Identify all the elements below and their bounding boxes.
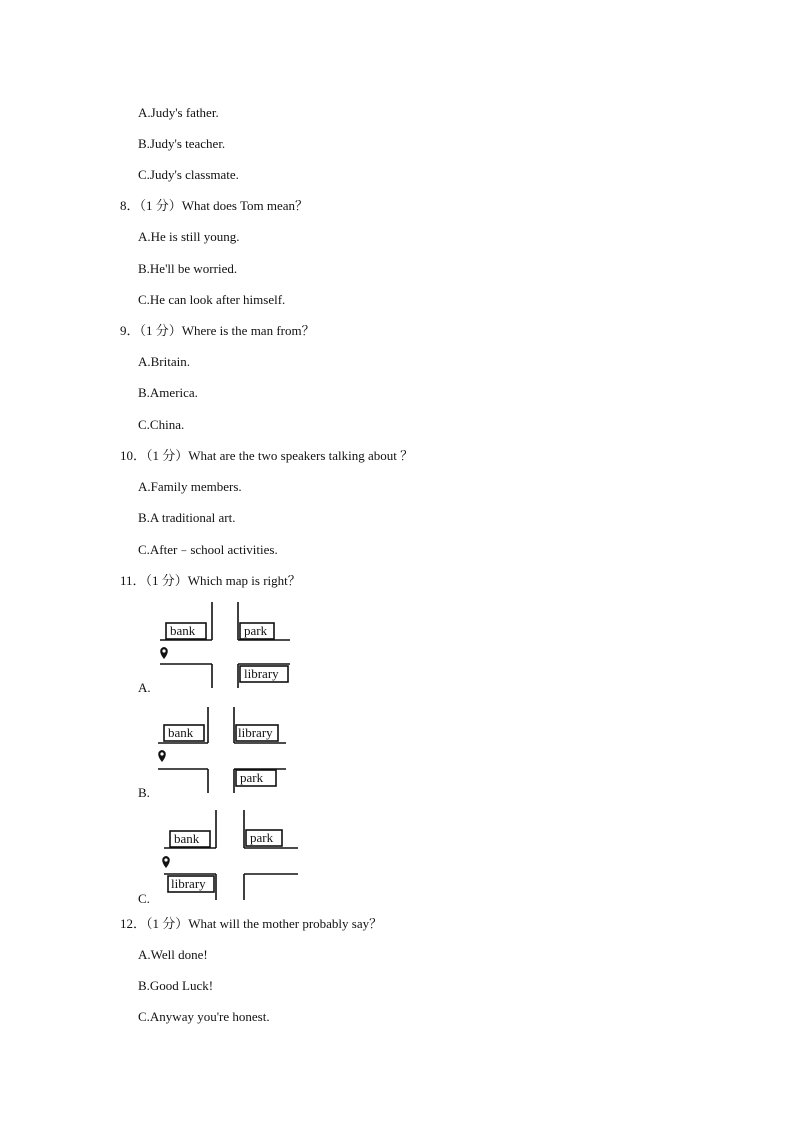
location-pin-icon bbox=[160, 647, 168, 659]
q8-option-a: A.He is still young. bbox=[138, 229, 240, 244]
map-c-drawing bbox=[156, 806, 306, 902]
q8-option-c: C.He can look after himself. bbox=[138, 292, 286, 307]
map-a-bottom-right-label: library bbox=[244, 666, 279, 681]
q10-stem: 10．（1 分）What are the two speakers talking about ？ bbox=[120, 448, 414, 463]
location-pin-icon bbox=[162, 856, 170, 868]
q12-option-b: B.Good Luck! bbox=[138, 978, 214, 993]
q7-option-b: B.Judy's teacher. bbox=[138, 136, 226, 151]
q12-option-a: A.Well done! bbox=[138, 947, 208, 962]
q9-stem: 9．（1 分）Where is the man from？ bbox=[120, 323, 315, 338]
q10-option-a: A.Family members. bbox=[138, 479, 242, 494]
q10-option-b: B.A traditional art. bbox=[138, 510, 236, 525]
map-c-bottom-left-label: library bbox=[171, 876, 206, 891]
q11-option-a-letter: A. bbox=[138, 680, 151, 695]
q9-option-c: C.China. bbox=[138, 417, 185, 432]
map-b-top-right-label: library bbox=[238, 725, 273, 740]
map-b-top-left-label: bank bbox=[168, 725, 194, 740]
q10-option-c: C.After﹣school activities. bbox=[138, 542, 278, 557]
q9-option-a: A.Britain. bbox=[138, 354, 190, 369]
location-pin-icon bbox=[158, 750, 166, 762]
q11-option-b-letter: B. bbox=[138, 785, 150, 800]
q9-option-b: B.America. bbox=[138, 385, 198, 400]
q7-option-a: A.Judy's father. bbox=[138, 105, 219, 120]
q11-map-b bbox=[156, 703, 296, 797]
q11-map-c bbox=[156, 806, 306, 902]
map-a-top-left-label: bank bbox=[170, 623, 196, 638]
map-c-top-left-label: bank bbox=[174, 831, 200, 846]
map-b-bottom-right-label: park bbox=[240, 770, 264, 785]
q11-map-a bbox=[156, 598, 296, 692]
map-a-drawing bbox=[156, 598, 296, 692]
q7-option-c: C.Judy's classmate. bbox=[138, 167, 239, 182]
q12-option-c: C.Anyway you're honest. bbox=[138, 1009, 270, 1024]
map-a-top-right-label: park bbox=[244, 623, 268, 638]
q11-option-c-letter: C. bbox=[138, 891, 150, 906]
q8-stem: 8．（1 分）What does Tom mean？ bbox=[120, 198, 309, 213]
q11-stem: 11．（1 分）Which map is right？ bbox=[120, 573, 301, 588]
map-b-drawing bbox=[156, 703, 296, 797]
map-c-top-right-label: park bbox=[250, 830, 274, 845]
q12-stem: 12．（1 分）What will the mother probably say？ bbox=[120, 916, 383, 931]
q8-option-b: B.He'll be worried. bbox=[138, 261, 238, 276]
